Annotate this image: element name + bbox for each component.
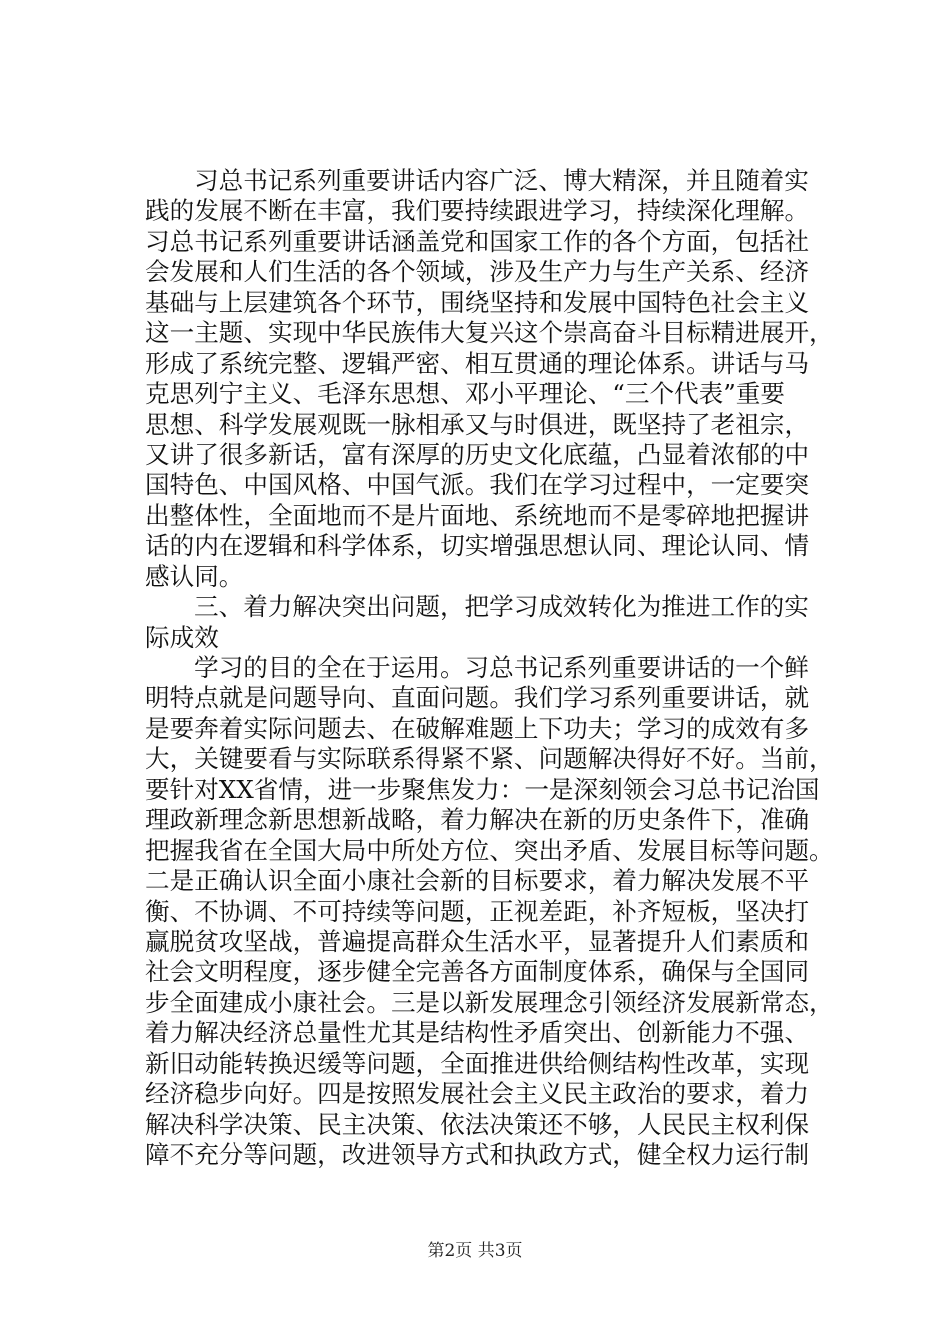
text-line: 形成了系统完整、逻辑严密、相互贯通的理论体系。讲话与马 xyxy=(145,348,810,378)
text-line: 感认同。 xyxy=(145,561,244,591)
section-heading-line: 际成效 xyxy=(145,622,219,652)
text-line: 大，关键要看与实际联系得紧不紧、问题解决得好不好。当前， xyxy=(145,744,834,774)
text-line: 是要奔着实际问题去、在破解难题上下功夫；学习的成效有多 xyxy=(145,713,810,743)
text-line: 障不充分等问题，改进领导方式和执政方式，健全权力运行制 xyxy=(145,1140,810,1169)
text-line: 国特色、中国风格、中国气派。我们在学习过程中，一定要突 xyxy=(145,470,810,500)
document-body xyxy=(145,166,845,1170)
text-line: 习总书记系列重要讲话涵盖党和国家工作的各个方面，包括社 xyxy=(145,226,810,256)
text-line: 会发展和人们生活的各个领域，涉及生产力与生产关系、经济 xyxy=(145,257,810,287)
text-line: 学习的目的全在于运用。习总书记系列重要讲话的一个鲜 xyxy=(194,653,809,682)
text-line: 衡、不协调、不可持续等问题，正视差距，补齐短板，坚决打 xyxy=(145,896,810,926)
text-line: 又讲了很多新话，富有深厚的历史文化底蕴，凸显着浓郁的中 xyxy=(145,439,810,469)
text-line: 践的发展不断在丰富，我们要持续跟进学习，持续深化理解。 xyxy=(145,196,810,226)
text-line: 克思列宁主义、毛泽东思想、邓小平理论、“三个代表”重要 xyxy=(145,379,785,409)
text-line: 要针对XX省情，进一步聚焦发力：一是深刻领会习总书记治国 xyxy=(145,774,820,804)
text-line: 赢脱贫攻坚战，普遍提高群众生活水平，显著提升人们素质和 xyxy=(145,926,810,956)
text-line: 话的内在逻辑和科学体系，切实增强思想认同、理论认同、情 xyxy=(145,531,810,561)
text-line: 习总书记系列重要讲话内容广泛、博大精深，并且随着实 xyxy=(194,166,809,195)
text-line: 经济稳步向好。四是按照发展社会主义民主政治的要求，着力 xyxy=(145,1079,810,1109)
text-line: 社会文明程度，逐步健全完善各方面制度体系，确保与全国同 xyxy=(145,957,810,987)
text-line: 明特点就是问题导向、直面问题。我们学习系列重要讲话，就 xyxy=(145,683,810,713)
text-line: 把握我省在全国大局中所处方位、突出矛盾、发展目标等问题。 xyxy=(145,835,834,865)
text-line: 理政新理念新思想新战略，着力解决在新的历史条件下，准确 xyxy=(145,805,810,835)
section-heading-line: 三、着力解决突出问题，把学习成效转化为推进工作的实 xyxy=(194,592,809,622)
text-line: 步全面建成小康社会。三是以新发展理念引领经济发展新常态， xyxy=(145,987,834,1017)
text-line: 出整体性，全面地而不是片面地、系统地而不是零碎地把握讲 xyxy=(145,500,810,530)
text-line: 思想、科学发展观既一脉相承又与时俱进，既坚持了老祖宗， xyxy=(145,409,810,439)
text-line: 这一主题、实现中华民族伟大复兴这个崇高奋斗目标精进展开， xyxy=(145,318,834,348)
page-number-footer: 第2页 共3页 xyxy=(427,1241,523,1261)
text-line: 二是正确认识全面小康社会新的目标要求，着力解决发展不平 xyxy=(145,866,810,896)
text-line: 基础与上层建筑各个环节，围绕坚持和发展中国特色社会主义 xyxy=(145,287,810,317)
text-line: 新旧动能转换迟缓等问题，全面推进供给侧结构性改革，实现 xyxy=(145,1048,810,1078)
text-line: 解决科学决策、民主决策、依法决策还不够，人民民主权利保 xyxy=(145,1109,810,1139)
text-line: 着力解决经济总量性尤其是结构性矛盾突出、创新能力不强、 xyxy=(145,1018,810,1048)
